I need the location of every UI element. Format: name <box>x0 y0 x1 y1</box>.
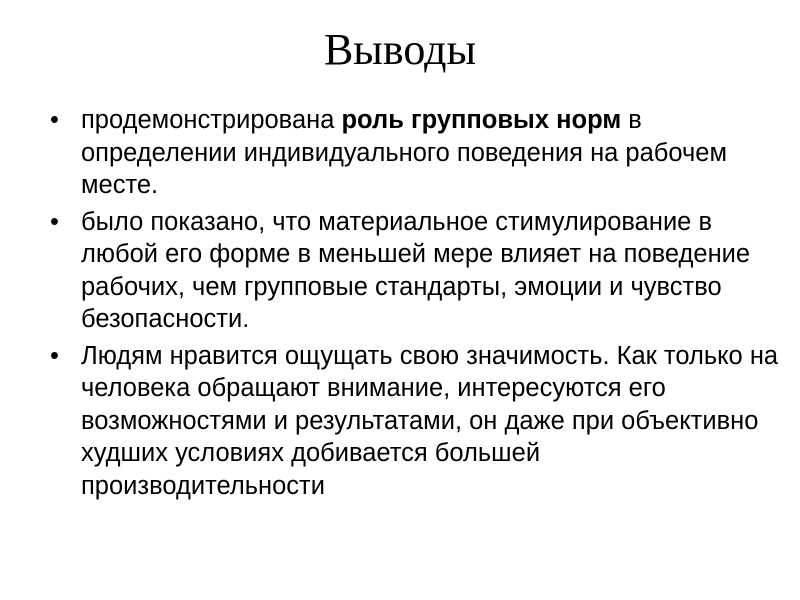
bullet-text-emphasis: роль групповых норм <box>341 106 622 134</box>
bullet-text: было показано, что материальное стимулирование в любой его форме в меньшей мере влияет на поведение рабочих, чем групповые стандарты, эмоции и чувство безопасности. <box>81 207 751 333</box>
bullet-text-start: продемонстрирована <box>81 106 342 134</box>
bullet-item-material-incentives <box>46 206 782 336</box>
bullet-text: Людям нравится ощущать свою значимость. Как только на человека обращают внимание, интересуются его возможностями и результатами, он даже при объективно худших условиях добивается большей производительности <box>81 341 779 500</box>
bullet-icon: • <box>50 341 59 370</box>
bullet-list <box>46 104 782 506</box>
slide-title: Выводы <box>323 25 477 74</box>
bullet-text-end: в определении индивидуального поведения на рабочем месте. <box>81 106 728 199</box>
bullet-item-group-norms <box>46 104 782 202</box>
bullet-icon: • <box>50 106 59 134</box>
bullet-icon: • <box>50 207 59 236</box>
bullet-item-significance <box>46 340 782 503</box>
